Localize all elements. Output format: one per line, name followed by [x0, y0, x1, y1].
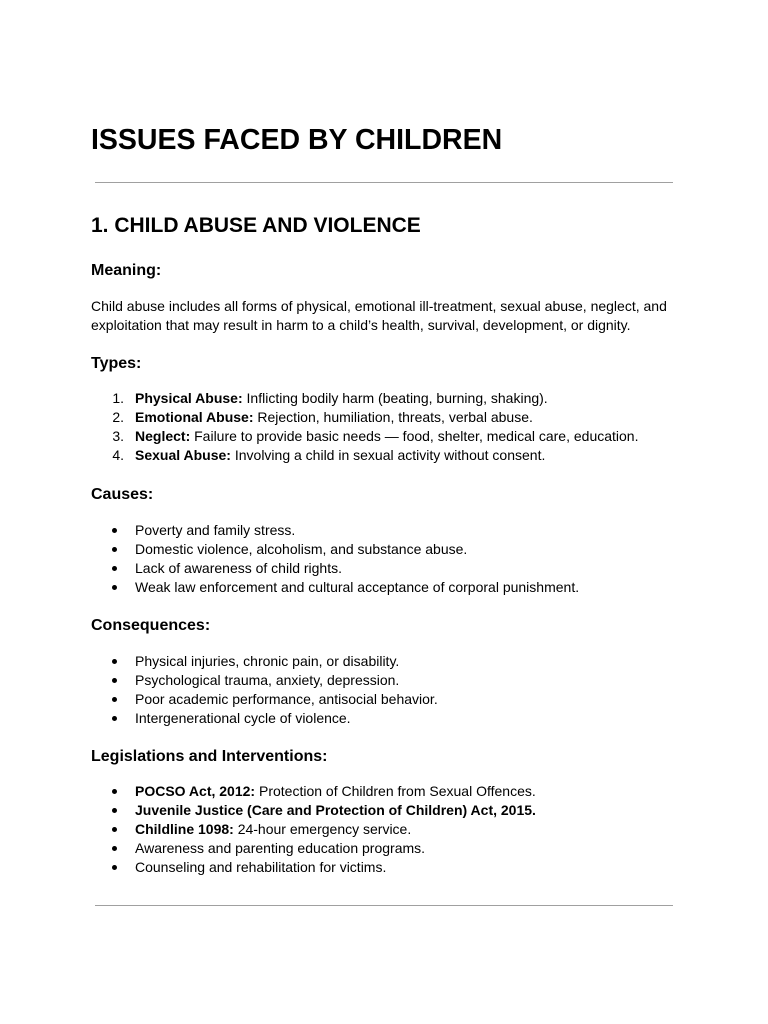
consequences-list	[91, 652, 681, 728]
list-item	[91, 839, 681, 858]
types-list	[91, 389, 681, 465]
list-item-text: Counseling and rehabilitation for victims.	[135, 859, 387, 875]
list-item-text: Poor academic performance, antisocial behavior.	[135, 691, 438, 707]
list-item-text: Intergenerational cycle of violence.	[135, 710, 351, 726]
list-item	[91, 709, 681, 728]
list-item	[91, 559, 681, 578]
bullet-icon	[112, 678, 117, 683]
list-number: 3.	[112, 428, 124, 444]
causes-heading: Causes:	[91, 486, 154, 503]
list-item-text: Protection of Children from Sexual Offences.	[255, 783, 536, 799]
list-item	[91, 578, 681, 597]
list-item-text: Psychological trauma, anxiety, depression.	[135, 672, 400, 688]
list-item	[91, 652, 681, 671]
bullet-icon	[112, 697, 117, 702]
list-item-term: Emotional Abuse:	[135, 409, 254, 425]
list-item	[91, 690, 681, 709]
list-item-text: Lack of awareness of child rights.	[135, 560, 342, 576]
document-title: ISSUES FACED BY CHILDREN	[91, 124, 503, 156]
list-item	[91, 521, 681, 540]
list-number: 2.	[112, 409, 124, 425]
list-item	[91, 427, 681, 446]
bullet-icon	[112, 547, 117, 552]
list-item	[91, 858, 681, 877]
list-item-term: Juvenile Justice (Care and Protection of Children) Act, 2015.	[135, 802, 536, 818]
list-item-text: Failure to provide basic needs — food, shelter, medical care, education.	[190, 428, 639, 444]
legislations-list	[91, 782, 681, 877]
list-item	[91, 408, 681, 427]
bullet-icon	[112, 566, 117, 571]
types-heading: Types:	[91, 355, 142, 372]
bullet-icon	[112, 789, 117, 794]
list-item-text: Domestic violence, alcoholism, and substance abuse.	[135, 541, 468, 557]
bullet-icon	[112, 846, 117, 851]
list-item-text: Rejection, humiliation, threats, verbal abuse.	[253, 409, 533, 425]
list-item	[91, 446, 681, 465]
list-item-text: Inflicting bodily harm (beating, burning, shaking).	[242, 390, 548, 406]
list-item-text: Awareness and parenting education programs.	[135, 840, 426, 856]
bullet-icon	[112, 585, 117, 590]
list-item	[91, 389, 681, 408]
section-heading: 1. CHILD ABUSE AND VIOLENCE	[91, 214, 421, 237]
list-item	[91, 671, 681, 690]
list-item-term: Childline 1098:	[135, 821, 234, 837]
list-item-text: Physical injuries, chronic pain, or disability.	[135, 653, 400, 669]
list-item-term: POCSO Act, 2012:	[135, 783, 256, 799]
list-item-text: Poverty and family stress.	[135, 522, 296, 538]
list-item	[91, 540, 681, 559]
bullet-icon	[112, 865, 117, 870]
list-item-text: Involving a child in sexual activity without consent.	[230, 447, 546, 463]
list-number: 1.	[112, 390, 124, 406]
list-item-text: 24-hour emergency service.	[233, 821, 412, 837]
list-item-term: Neglect:	[135, 428, 191, 444]
bullet-icon	[112, 528, 117, 533]
meaning-heading: Meaning:	[91, 262, 162, 279]
horizontal-divider	[95, 905, 673, 906]
list-item	[91, 820, 681, 839]
list-item	[91, 801, 681, 820]
bullet-icon	[112, 659, 117, 664]
list-number: 4.	[112, 447, 124, 463]
bullet-icon	[112, 808, 117, 813]
bullet-icon	[112, 827, 117, 832]
meaning-paragraph: Child abuse includes all forms of physical, emotional ill-treatment, sexual abuse, neglect, and exploitation that may result in harm to a child’s health, survival, development, or dignity.	[91, 298, 667, 333]
legislations-heading: Legislations and Interventions:	[91, 748, 328, 765]
bullet-icon	[112, 716, 117, 721]
consequences-heading: Consequences:	[91, 617, 211, 634]
causes-list	[91, 521, 681, 597]
list-item	[91, 782, 681, 801]
list-item-text: Weak law enforcement and cultural acceptance of corporal punishment.	[135, 579, 580, 595]
list-item-term: Physical Abuse:	[135, 390, 243, 406]
list-item-term: Sexual Abuse:	[135, 447, 231, 463]
horizontal-divider	[95, 182, 673, 183]
